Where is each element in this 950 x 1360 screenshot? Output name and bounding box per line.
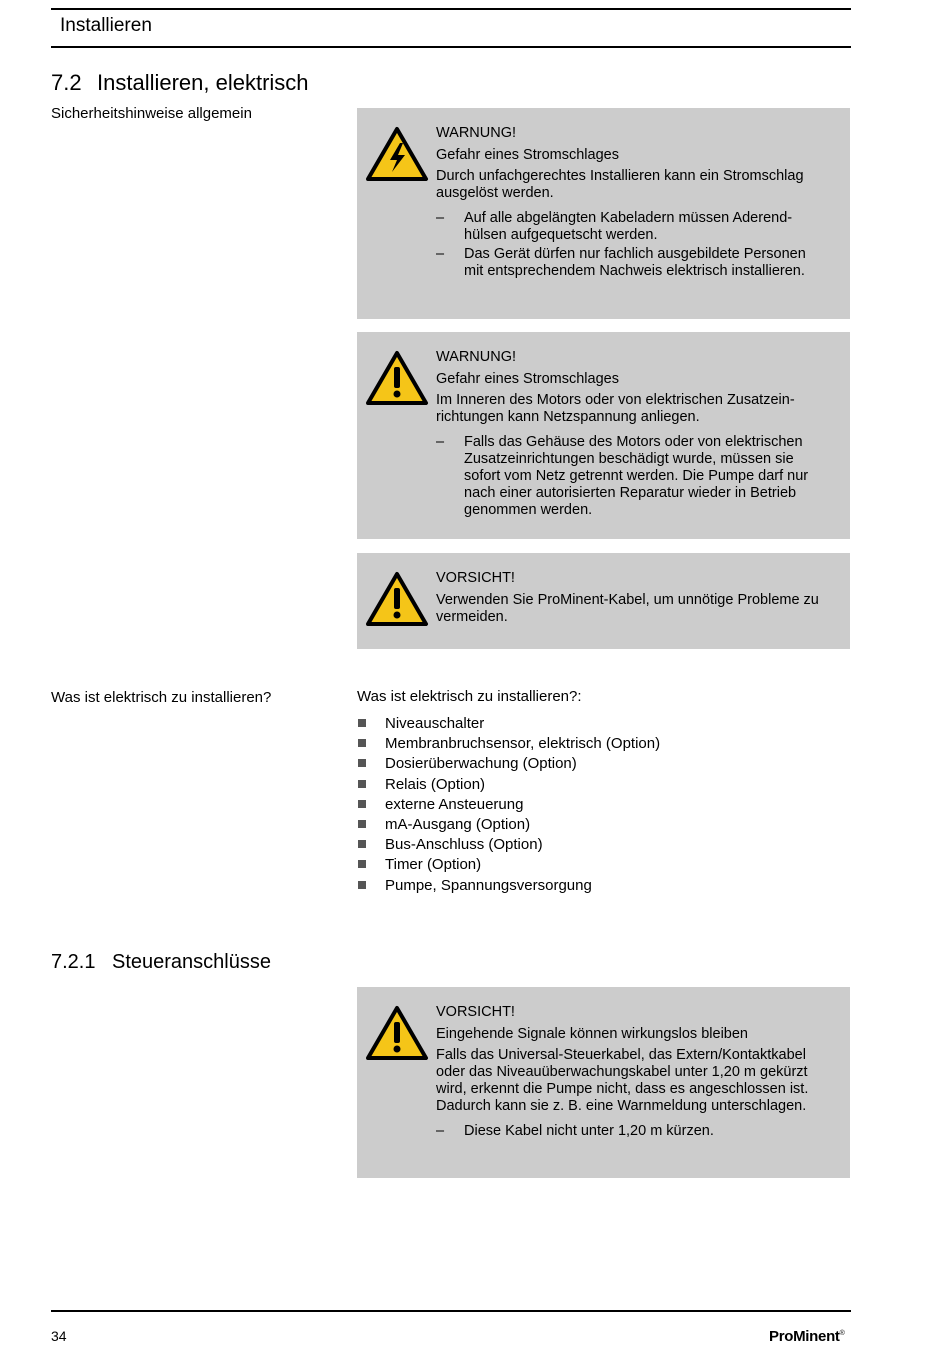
square-bullet-icon xyxy=(358,840,366,848)
warning-signal-word: WARNUNG! xyxy=(436,349,517,365)
warning-text: Durch unfachgerechtes Installieren kann ein Stromschlag ausgelöst werden. xyxy=(436,168,804,201)
warning-measure: – Das Gerät dürfen nur fachlich ausgebildete Personen mit entsprechendem Nachweis elektrisch installieren. xyxy=(436,246,820,280)
caution-text: Falls das Universal-Steuerkabel, das Extern/Kontaktkabel oder das Niveauüberwachungskabel unter 1,20 m gekürzt wird, erkennt die Pumpe nicht, dass es angeschlossen ist. Dadurch kann sie z. B. eine Warnmeldung unterschlagen. xyxy=(436,1047,809,1114)
list-item: Pumpe, Spannungsversorgung xyxy=(357,876,660,896)
warning-signal-word: WARNUNG! xyxy=(436,125,517,141)
caution-signal-word: VORSICHT! xyxy=(436,570,515,586)
square-bullet-icon xyxy=(358,719,366,727)
list-item: mA-Ausgang (Option) xyxy=(357,815,660,835)
square-bullet-icon xyxy=(358,860,366,868)
subsection-title: Steueranschlüsse xyxy=(112,951,271,973)
warning-measure: – Falls das Gehäuse des Motors oder von elektrischen Zusatzeinrichtungen beschädigt wurde, müssen sie sofort vom Netz getrennt werden. Die Pumpe darf nur nach einer autorisierten Reparatur wieder in Betrieb genommen werden. xyxy=(436,434,820,519)
general-warning-icon xyxy=(365,350,429,406)
list-item: Membranbruchsensor, elektrisch (Option) xyxy=(357,734,660,754)
caution-hazard: Eingehende Signale können wirkungslos bleiben xyxy=(436,1026,748,1042)
install-list xyxy=(357,714,660,896)
general-warning-icon xyxy=(365,571,429,627)
caution-signal-word: VORSICHT! xyxy=(436,1004,515,1020)
square-bullet-icon xyxy=(358,881,366,889)
warning-hazard: Gefahr eines Stromschlages xyxy=(436,147,619,163)
side-label-what: Was ist elektrisch zu installieren? xyxy=(51,689,272,706)
footer-rule xyxy=(51,1310,851,1312)
list-item: externe Ansteuerung xyxy=(357,795,660,815)
list-item: Relais (Option) xyxy=(357,775,660,795)
subsection-number: 7.2.1 xyxy=(51,951,96,973)
warning-measure: – Auf alle abgelängten Kabeladern müssen Aderendhülsen aufgequetscht werden. xyxy=(436,210,820,244)
warning-box-electric-shock xyxy=(357,108,850,319)
install-list-intro: Was ist elektrisch zu installieren?: xyxy=(357,688,582,705)
caution-text: Verwenden Sie ProMinent-Kabel, um unnötige Probleme zu vermeiden. xyxy=(436,592,819,625)
warning-measures xyxy=(436,434,820,519)
caution-box-signals xyxy=(357,987,850,1178)
list-item: Dosierüberwachung (Option) xyxy=(357,754,660,774)
square-bullet-icon xyxy=(358,780,366,788)
prominent-logo: ProMinent® xyxy=(769,1328,845,1345)
list-item: Timer (Option) xyxy=(357,855,660,875)
square-bullet-icon xyxy=(358,759,366,767)
caution-box-cables xyxy=(357,553,850,649)
header-bottom-rule xyxy=(51,46,851,48)
warning-measures xyxy=(436,210,820,280)
warning-hazard: Gefahr eines Stromschlages xyxy=(436,371,619,387)
general-warning-icon xyxy=(365,1005,429,1061)
subsection-heading xyxy=(51,951,271,974)
square-bullet-icon xyxy=(358,800,366,808)
section-number: 7.2 xyxy=(51,70,82,95)
caution-measure: – Diese Kabel nicht unter 1,20 m kürzen. xyxy=(436,1123,820,1140)
list-item: Bus-Anschluss (Option) xyxy=(357,835,660,855)
warning-text: Im Inneren des Motors oder von elektrischen Zusatzeinrichtungen kann Netzspannung anliegen. xyxy=(436,392,795,425)
side-label-safety: Sicherheitshinweise allgemein xyxy=(51,105,252,122)
electric-shock-warning-icon xyxy=(365,126,429,182)
caution-measures xyxy=(436,1123,820,1140)
header-top-rule xyxy=(51,8,851,10)
square-bullet-icon xyxy=(358,739,366,747)
header-title: Installieren xyxy=(60,15,152,36)
warning-box-motor-voltage xyxy=(357,332,850,539)
square-bullet-icon xyxy=(358,820,366,828)
page-number: 34 xyxy=(51,1328,67,1344)
section-heading xyxy=(51,70,309,96)
list-item: Niveauschalter xyxy=(357,714,660,734)
section-title: Installieren, elektrisch xyxy=(97,70,309,95)
